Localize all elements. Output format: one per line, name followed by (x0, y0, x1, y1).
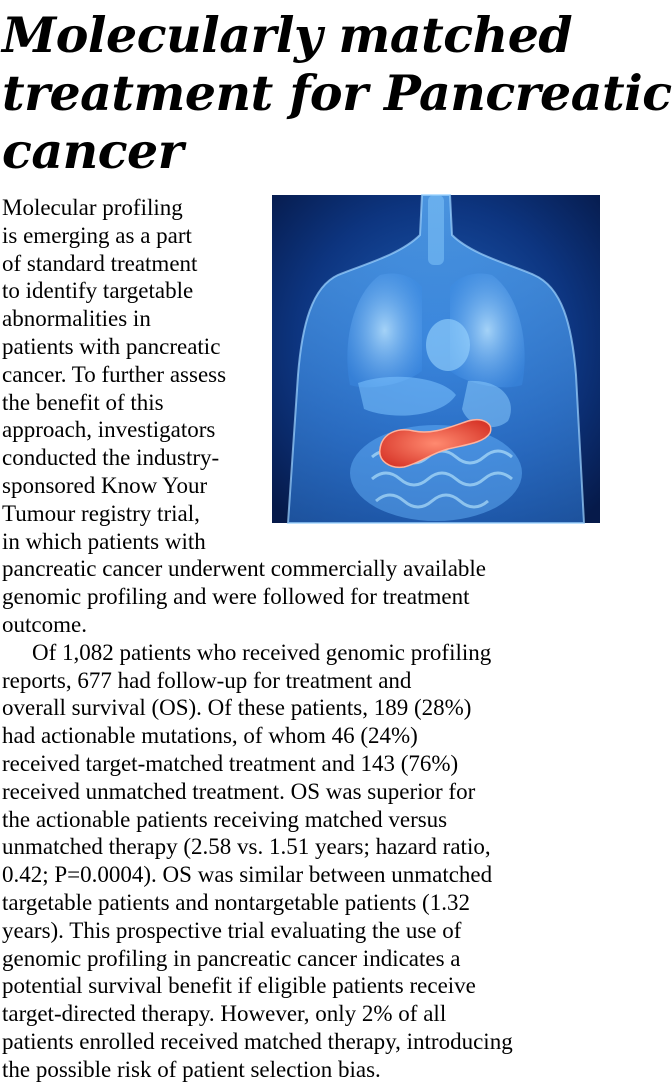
text-line: is emerging as a part (2, 222, 192, 248)
article-title (2, 6, 672, 180)
article-body (2, 194, 600, 1084)
text-line: years). This prospective trial evaluating the use of (2, 917, 462, 943)
title-line: treatment for Pancreatic (2, 64, 672, 122)
text-line: unmatched therapy (2.58 vs. 1.51 years; hazard ratio, (2, 834, 491, 860)
text-line: Of 1,082 patients who received genomic profiling (32, 639, 492, 665)
text-line: genomic profiling and were followed for treatment (2, 584, 470, 610)
text-line: patients with pancreatic (2, 333, 221, 359)
text-line: the actionable patients receiving matched versus (2, 806, 448, 832)
text-line: patients enrolled received matched therapy, introducing (2, 1028, 513, 1054)
text-line: of standard treatment (2, 250, 198, 276)
text-line: approach, investigators (2, 417, 216, 443)
text-line: Molecular profiling (2, 195, 183, 220)
text-line: pancreatic cancer underwent commercially available (2, 556, 486, 582)
text-line: overall survival (OS). Of these patients, 189 (28%) (2, 695, 472, 721)
text-line: outcome. (2, 611, 87, 637)
text-line: in which patients with (2, 528, 206, 554)
text-line: cancer. To further assess (2, 361, 227, 387)
text-line: abnormalities in (2, 306, 151, 332)
text-line: genomic profiling in pancreatic cancer indicates a (2, 945, 461, 971)
title-line: Molecularly matched (2, 6, 573, 64)
text-line: to identify targetable (2, 278, 194, 304)
text-line: received target-matched treatment and 143 (76%) (2, 750, 459, 776)
text-line: received unmatched treatment. OS was superior for (2, 778, 476, 804)
text-line: targetable patients and nontargetable patients (1.32 (2, 889, 470, 915)
text-line: reports, 677 had follow-up for treatment and (2, 667, 412, 693)
text-line: the benefit of this (2, 389, 164, 415)
text-line: 0.42; P=0.0004). OS was similar between unmatched (2, 862, 493, 888)
text-line: Tumour registry trial, (2, 500, 200, 526)
text-line: potential survival benefit if eligible patients receive (2, 973, 476, 999)
text-line: conducted the industry- (2, 445, 220, 471)
text-line: the possible risk of patient selection bias. (2, 1056, 381, 1082)
title-line: cancer (2, 122, 184, 180)
text-line: sponsored Know Your (2, 472, 208, 498)
text-line: had actionable mutations, of whom 46 (24%) (2, 723, 418, 749)
text-line: target-directed therapy. However, only 2% of all (2, 1001, 447, 1027)
